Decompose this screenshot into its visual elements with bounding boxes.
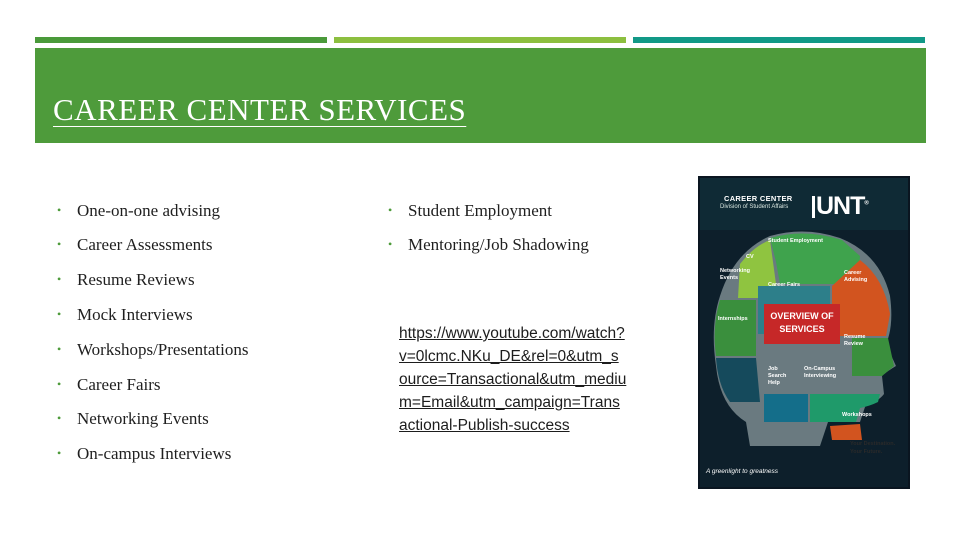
bullet-icon: • — [57, 377, 62, 391]
list-item: • On-campus Interviews — [57, 444, 232, 463]
career-center-poster-image — [698, 176, 910, 489]
bullet-icon: • — [57, 307, 62, 321]
list-item: • Career Assessments — [57, 235, 213, 254]
piece-job-search-help — [764, 394, 808, 422]
bullet-icon: • — [57, 237, 62, 251]
bullet-icon: • — [388, 203, 393, 217]
list-item: • One-on-one advising — [57, 201, 221, 220]
bullet-icon: • — [388, 237, 393, 251]
piece-label-resume-review: Resume Review — [844, 334, 866, 347]
piece-label-job-search-help: Job Search Help — [768, 366, 787, 386]
poster-header-title: CAREER CENTER — [724, 194, 793, 203]
list-item: • Networking Events — [57, 409, 209, 428]
poster-header-subtitle: Division of Student Affairs — [720, 204, 789, 210]
overview-of-services-badge: OVERVIEW OF SERVICES — [764, 304, 840, 344]
piece-label-on-campus-interviewing: On-Campus Interviewing — [804, 366, 837, 379]
unt-logo-mark — [812, 196, 815, 218]
accent-bar-green — [35, 37, 327, 43]
bullet-icon: • — [57, 411, 62, 425]
unt-logo: UNT® — [816, 192, 868, 220]
piece-workshops — [830, 424, 862, 440]
youtube-video-link[interactable]: https://www.youtube.com/watch?v=0lcmc.NKu_DE&rel=0&utm_source=Transactional&utm_medium=Email&utm_campaign=Transactional-Publish-success — [399, 325, 627, 434]
piece-internships — [716, 358, 760, 402]
piece-label-student-employment: Student Employment — [768, 238, 824, 244]
list-item: • Workshops/Presentations — [57, 340, 249, 359]
slide-title: CAREER CENTER SERVICES — [53, 92, 467, 127]
list-item: • Mock Interviews — [57, 305, 193, 324]
bullet-icon: • — [57, 203, 62, 217]
piece-label-career-fairs: Career Fairs — [768, 282, 801, 288]
accent-bar-teal — [633, 37, 925, 43]
piece-label-career-advising: Career Advising — [844, 270, 868, 283]
list-item: • Student Employment — [388, 201, 553, 220]
accent-bar-lime — [334, 37, 626, 43]
poster-greenlight-slogan: A greenlight to greatness — [706, 468, 779, 475]
piece-label-workshops: Workshops — [842, 412, 872, 418]
bullet-icon: • — [57, 272, 62, 286]
poster-tagline: Your Destination. Your Future. — [850, 441, 896, 455]
list-item: • Mentoring/Job Shadowing — [388, 235, 589, 254]
piece-networking — [715, 300, 756, 356]
bullet-icon: • — [57, 342, 62, 356]
piece-label-networking: Networking Events — [720, 268, 750, 281]
piece-label-cv: CV — [746, 254, 754, 260]
list-item: • Resume Reviews — [57, 270, 195, 289]
bullet-icon: • — [57, 446, 62, 460]
piece-label-internships: Internships — [718, 316, 748, 322]
list-item: • Career Fairs — [57, 375, 161, 394]
